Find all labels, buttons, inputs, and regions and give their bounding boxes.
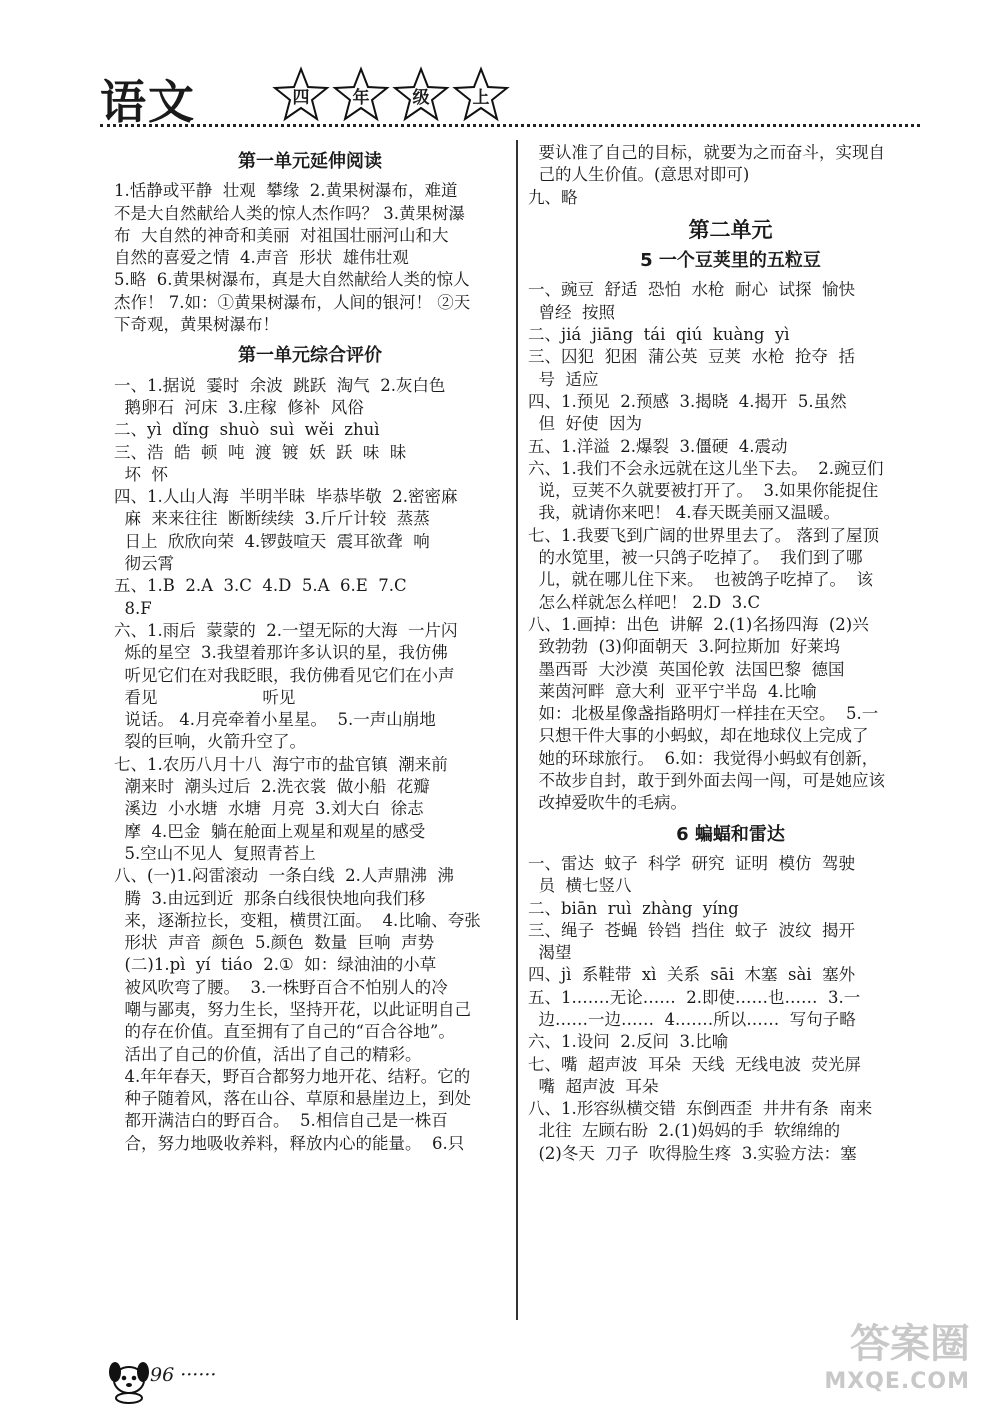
watermark [824,1312,970,1394]
answer-line: 北往 左顾右盼 2.(1)妈妈的手 软绵绵的 [528,1121,841,1141]
answer-line: 4.年年春天，野百合都努力地开花、结籽。它的 [114,1066,471,1086]
subject-title: 语文 [100,75,196,129]
answer-line: 五、1.……无论…… 2.即使……也…… 3.一 [528,987,861,1007]
answer-line: 布 大自然的神奇和美丽 对祖国壮丽河山和大 [114,225,449,245]
answer-line: 合，努力地吸收养料，释放内心的能量。 6.只 [114,1133,465,1153]
answer-line: 我，就请你来吧！ 4.春天既美丽又温暖。 [528,503,840,523]
answer-line: 五、1.洋溢 2.爆裂 3.僵硬 4.震动 [528,436,788,456]
answer-line: 七、1.农历八月十八 海宁市的盐官镇 潮来前 [114,754,448,774]
answer-line: 改掉爱吹牛的毛病。 [528,793,687,813]
grade-stars [272,66,512,124]
answer-line: 裂的巨响，火箭升空了。 [114,732,306,752]
grade-char: 级 [412,88,430,108]
answer-line: 说话。 4.月亮牵着小星星。 5.一声山崩地 [114,710,436,730]
answer-line: 三、浩 皓 顿 吨 渡 镀 妖 跃 味 昧 [114,442,407,462]
answer-line: 四、1.预见 2.预感 3.揭晓 4.揭开 5.虽然 [528,391,847,411]
answer-line: 墨西哥 大沙漠 英国伦敦 法国巴黎 德国 [528,659,845,679]
answer-line: 边……一边…… 4.……所以…… 写句子略 [528,1009,856,1029]
answer-line: (2)冬天 刀子 吹得脸生疼 3.实验方法：塞 [528,1143,857,1163]
answer-line: 员 横七竖八 [528,876,632,896]
answer-line: 都开满洁白的野百合。 5.相信自己是一株百 [114,1111,448,1131]
answer-line: 她的环球旅行。 6.如：我觉得小蚂蚁有创新， [528,748,879,768]
grade-star [332,66,390,124]
answer-line: 5.空山不见人 复照青苔上 [114,843,316,863]
page-header [100,62,930,132]
answer-line: 的水笕里，被一只鸽子吃掉了。 我们到了哪 [528,548,863,568]
answer-line: 四、jì 系鞋带 xì 关系 sāi 木塞 sài 塞外 [528,965,856,985]
answer-line: 曾经 按照 [528,302,615,322]
answer-line: 如：北极星像盏指路明灯一样挂在天空。 5.一 [528,704,879,724]
answer-line: 杰作！ 7.如：①黄果树瀑布，人间的银河！ ②天 [114,292,471,312]
answer-line: 渴望 [528,943,572,963]
answer-line: 活出了自己的价值，活出了自己的精彩。 [114,1044,422,1064]
section-heading: 第一单元延伸阅读 [238,151,382,172]
answer-line: 儿，就在哪儿住下来。 也被鸽子吃掉了。 该 [528,570,873,590]
answer-line: 莱茵河畔 意大利 亚平宁半岛 4.比喻 [528,681,817,701]
answer-line: 彻云霄 [114,554,174,574]
watermark-logo: 答案圈 [850,1321,970,1367]
answer-line: 麻 来来往往 断断续续 3.斤斤计较 蒸蒸 [114,509,430,529]
answer-line: 只想干件大事的小蚂蚁，却在地球仪上完成了 [528,726,869,746]
answer-line: 坏 怀 [114,464,168,484]
answer-line: 被风吹弯了腰。 3.一株野百合不怕别人的冷 [114,977,448,997]
answer-line: 二、yì dǐng shuò suì wěi zhuì [114,420,380,440]
answer-line: 二、jiá jiāng tái qiú kuàng yì [528,325,790,345]
column-divider [516,140,518,1320]
grade-char: 上 [472,88,490,108]
page-number: 96 ······ [150,1364,217,1386]
answer-line: 听见它们在对我眨眼，我仿佛看见它们在小声 [114,665,455,685]
answer-line: 不是大自然献给人类的惊人杰作吗？ 3.黄果树瀑 [114,203,465,223]
answer-line: 七、1.我要飞到广阔的世界里去了。 落到了屋顶 [528,525,879,545]
answer-line: 致勃勃 (3)仰面朝天 3.阿拉斯加 好莱坞 [528,637,841,657]
answer-line: 号 适应 [528,369,599,389]
puppy-mascot-icon [104,1350,154,1404]
answer-line: 看见 听见 [114,687,296,707]
answer-line: 嘴 超声波 耳朵 [528,1076,659,1096]
answer-line: 自然的喜爱之情 4.声音 形状 雄伟壮观 [114,248,409,268]
answer-line: 说，豆荚不久就要被打开了。 3.如果你能捉住 [528,481,879,501]
answer-line: 摩 4.巴金 躺在舱面上观星和观星的感受 [114,821,426,841]
header-dotted-divider [100,124,920,127]
answer-line: 一、豌豆 舒适 恐怕 水枪 耐心 试探 愉快 [528,280,855,300]
section-heading: 5 一个豆荚里的五粒豆 [640,250,821,272]
section-heading: 第一单元综合评价 [238,345,382,367]
answer-line: 八、1.形容纵横交错 东倒西歪 井井有条 南来 [528,1099,873,1119]
answer-line: 九、略 [528,187,578,207]
answer-line: 烁的星空 3.我望着那许多认识的星，我仿佛 [114,643,448,663]
answer-line: 七、嘴 超声波 耳朵 天线 无线电波 荧光屏 [528,1054,861,1074]
answer-line: 要认准了自己的目标，就要为之而奋斗，实现自 [528,143,885,162]
answer-line: 三、绳子 苍蝇 铃铛 挡住 蚊子 波纹 揭开 [528,920,855,940]
answer-line: 日上 欣欣向荣 4.锣鼓喧天 震耳欲聋 响 [114,531,430,551]
watermark-url: MXQE.COM [824,1369,970,1394]
grade-star [272,66,330,124]
answer-line: 鹅卵石 河床 3.庄稼 修补 风俗 [114,397,364,417]
answer-line: 来，逐渐拉长，变粗，横贯江面。 4.比喻、夸张 [114,910,481,930]
answer-line: 嘲与鄙夷，努力生长，坚持开花，以此证明自己 [114,999,471,1019]
answer-line: 1.恬静或平静 壮观 攀缘 2.黄果树瀑布，难道 [114,181,458,201]
answer-line: 五、1.B 2.A 3.C 4.D 5.A 6.E 7.C [114,576,407,596]
grade-char: 四 [292,88,310,108]
grade-char: 年 [352,88,370,108]
answer-line: 的存在价值。直至拥有了自己的“百合谷地”。 [114,1022,455,1042]
answer-line: 种子随着风，落在山谷、草原和悬崖边上，到处 [114,1089,471,1109]
answer-line: 八、1.画掉：出色 讲解 2.(1)名扬四海 (2)兴 [528,614,869,634]
answer-line: 一、1.据说 霎时 余波 跳跃 淘气 2.灰白色 [114,375,446,395]
answer-line: 八、(一)1.闷雷滚动 一条白线 2.人声鼎沸 沸 [114,866,454,886]
answer-line: 溪边 小水塘 水塘 月亮 3.刘大白 徐志 [114,799,424,819]
answer-line: 己的人生价值。(意思对即可) [528,165,750,185]
answer-line: 不故步自封，敢于到外面去闯一闯，可是她应该 [528,771,885,791]
answer-line: 四、1.人山人海 半明半昧 毕恭毕敬 2.密密麻 [114,487,458,507]
answer-line: 8.F [114,598,152,618]
answer-line: 六、1.设问 2.反问 3.比喻 [528,1032,729,1052]
answer-line: 腾 3.由远到近 那条白线很快地向我们移 [114,888,426,908]
answer-line: 潮来时 潮头过后 2.洗衣裳 做小船 花瓣 [114,777,430,797]
answer-line: 六、1.我们不会永远就在这儿坐下去。 2.豌豆们 [528,458,884,478]
left-column [114,142,506,1155]
answer-line: 形状 声音 颜色 5.颜色 数量 巨响 声势 [114,933,435,953]
right-column [528,142,933,1165]
answer-line: 三、囚犯 犯困 蒲公英 豆荚 水枪 抢夺 括 [528,347,855,367]
unit-heading: 第二单元 [688,217,773,242]
answer-line: 怎么样就怎么样吧！ 2.D 3.C [528,592,761,612]
answer-line: 但 好使 因为 [528,414,642,434]
answer-line: 5.略 6.黄果树瀑布，真是大自然献给人类的惊人 [114,270,470,290]
section-heading: 6 蝙蝠和雷达 [676,823,785,845]
grade-star [392,66,450,124]
answer-line: 一、雷达 蚊子 科学 研究 证明 模仿 驾驶 [528,853,855,873]
answer-line: 二、biān ruì zhàng yíng [528,898,739,918]
answer-line: 六、1.雨后 蒙蒙的 2.一望无际的大海 一片闪 [114,620,458,640]
answer-line: (二)1.pì yí tiáo 2.① 如：绿油油的小草 [114,955,437,975]
answer-line: 下奇观，黄果树瀑布！ [114,315,279,335]
grade-star [452,66,510,124]
